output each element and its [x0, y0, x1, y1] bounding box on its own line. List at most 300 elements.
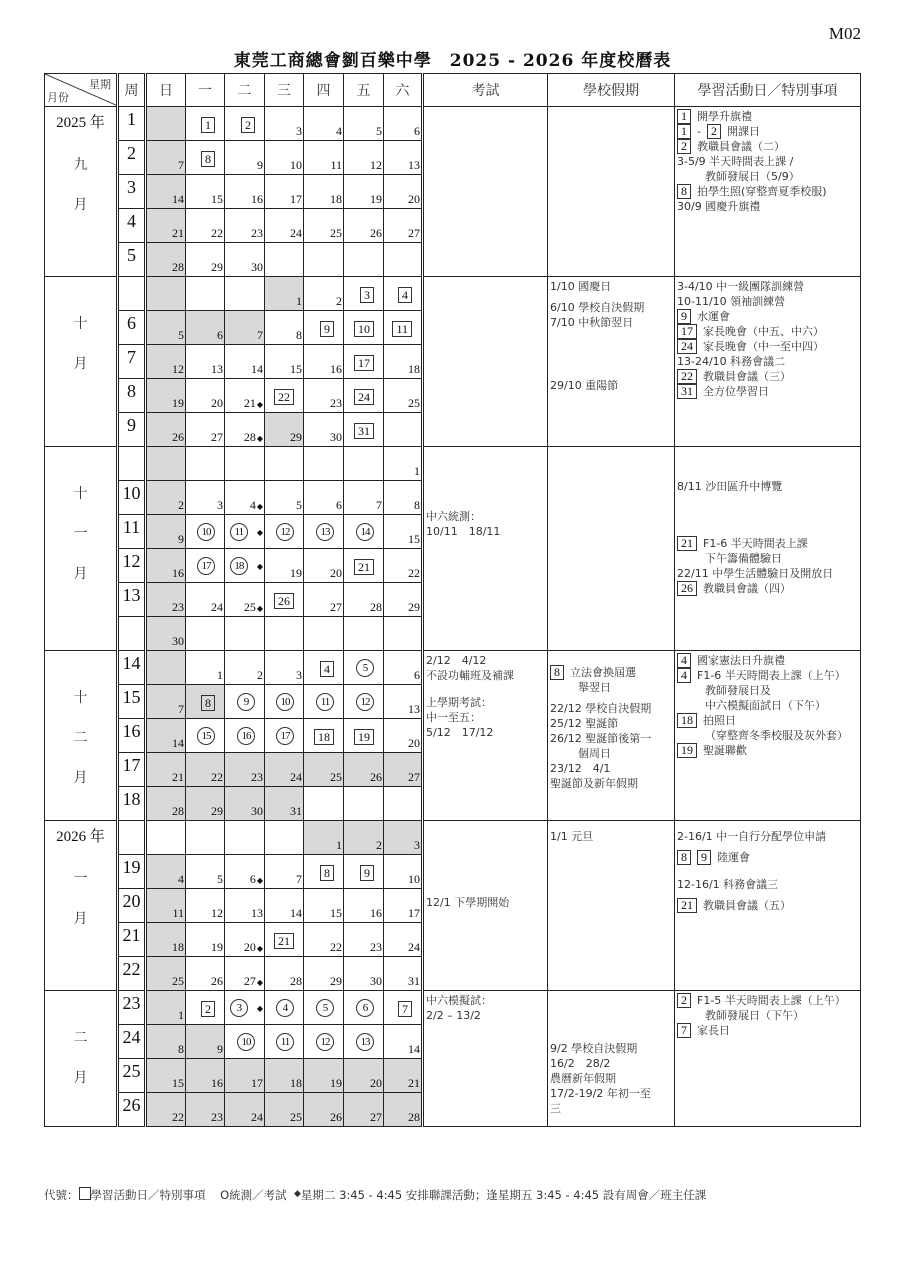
day-cell — [186, 447, 225, 481]
info-line — [677, 743, 858, 758]
month-char: 月 — [73, 911, 88, 927]
info-text: 教師發展日及 — [705, 684, 771, 697]
activity-day-box: 21 — [677, 898, 697, 913]
info-line — [677, 728, 858, 743]
day-cell — [344, 379, 384, 413]
month-label — [45, 991, 116, 1097]
activity-cell — [675, 447, 861, 651]
info-line — [677, 829, 858, 844]
month-label — [45, 277, 116, 383]
header-row — [45, 74, 861, 107]
day-cell — [225, 175, 265, 209]
box-icon — [79, 1187, 91, 1200]
day-cell — [384, 277, 423, 311]
day-cell — [225, 583, 265, 617]
school-calendar-table — [44, 73, 860, 1127]
day-cell — [225, 821, 265, 855]
day-number: 24 — [408, 940, 420, 954]
day-cell — [225, 1025, 265, 1059]
week-row — [45, 821, 861, 855]
info-line — [677, 354, 858, 369]
month-label — [45, 107, 116, 224]
day-number: 29 — [211, 260, 223, 274]
day-number: 10 — [408, 872, 420, 886]
activity-day-number: 9 — [360, 865, 374, 881]
day-header: 日 — [146, 74, 186, 107]
activity-day-box: 1 — [677, 124, 691, 139]
info-text: 聖誕節及新年假期 — [550, 777, 638, 790]
day-number: 19 — [330, 1076, 342, 1090]
info-line — [677, 279, 858, 294]
activity-day-number: 3 — [360, 287, 374, 303]
day-cell — [344, 481, 384, 515]
day-number: 26 — [370, 226, 382, 240]
day-cell — [265, 345, 304, 379]
day-number: 8 — [414, 498, 420, 512]
day-cell — [265, 175, 304, 209]
day-number: 9 — [178, 532, 184, 546]
activity-header: 學習活動日／特別事項 — [675, 74, 861, 107]
day-number: 3 — [296, 124, 302, 138]
day-cell — [225, 753, 265, 787]
day-number: 30 — [251, 804, 263, 818]
info-text: 8/11 沙田區升中博覽 — [677, 480, 783, 493]
info-text: 5/12 17/12 — [426, 726, 494, 739]
day-number: 28 — [370, 600, 382, 614]
exam-cell — [423, 821, 548, 991]
info-line — [677, 154, 858, 169]
day-cell — [146, 345, 186, 379]
day-cell — [146, 617, 186, 651]
day-number: 1 — [296, 294, 302, 308]
info-line — [677, 566, 858, 581]
exam-day-number: 4 — [276, 999, 294, 1017]
day-number: 9 — [257, 158, 263, 172]
day-cell — [384, 447, 423, 481]
corner-weekday-label: 星期 — [89, 78, 111, 91]
day-number: 18 — [330, 192, 342, 206]
info-line — [677, 898, 858, 913]
info-line — [677, 713, 858, 728]
activity-day-number: 8 — [201, 151, 215, 167]
info-text: 1/1 元旦 — [550, 830, 594, 843]
info-text: 26/12 聖誕節後第一 — [550, 732, 652, 745]
info-text: 10-11/10 領袖訓練營 — [677, 295, 786, 308]
info-text: 三 — [550, 1102, 561, 1115]
day-cell — [304, 583, 344, 617]
week-number: 19 — [118, 855, 146, 889]
day-number: 17 — [251, 1076, 263, 1090]
day-cell — [186, 515, 225, 549]
day-cell — [384, 787, 423, 821]
day-number: 23 — [330, 396, 342, 410]
day-cell — [304, 855, 344, 889]
diamond-icon: ◆ — [256, 1003, 263, 1013]
day-number: 16 — [211, 1076, 223, 1090]
day-cell — [265, 787, 304, 821]
day-number: 4 — [178, 872, 184, 886]
activity-day-box: 4 — [677, 668, 691, 683]
week-number: 3 — [118, 175, 146, 209]
day-cell — [344, 209, 384, 243]
info-line — [550, 279, 672, 294]
info-line — [677, 850, 858, 865]
info-line — [677, 479, 858, 494]
holiday-header: 學校假期 — [548, 74, 675, 107]
activity-day-box: 8 — [677, 184, 691, 199]
info-text: 拍學生照(穿整齊夏季校服) — [697, 185, 827, 198]
day-number: 17 — [408, 906, 420, 920]
day-number: 31 — [290, 804, 302, 818]
day-cell — [304, 413, 344, 447]
day-cell — [304, 1059, 344, 1093]
day-number: 15 — [211, 192, 223, 206]
day-header: 三 — [265, 74, 304, 107]
info-text: 陸運會 — [717, 851, 750, 864]
month-char: 月 — [73, 770, 88, 786]
day-cell — [186, 175, 225, 209]
day-cell — [344, 243, 384, 277]
info-line — [677, 536, 858, 551]
info-line — [550, 761, 672, 776]
diamond-icon: ◆ — [256, 875, 263, 885]
day-number: 27 — [370, 1110, 382, 1124]
day-number: 25 — [408, 396, 420, 410]
exam-day-number: 12 — [356, 693, 374, 711]
day-number: 29 — [211, 804, 223, 818]
day-cell — [225, 957, 265, 991]
activity-cell — [675, 991, 861, 1127]
holiday-cell — [548, 277, 675, 447]
week-header: 周 — [118, 74, 146, 107]
info-text: 3-4/10 中一級團隊訓練營 — [677, 280, 805, 293]
week-number: 6 — [118, 311, 146, 345]
day-cell — [146, 447, 186, 481]
day-number: 26 — [330, 1110, 342, 1124]
activity-day-number: 8 — [201, 695, 215, 711]
exam-cell — [423, 991, 548, 1127]
activity-day-box: 17 — [677, 324, 697, 339]
week-number: 17 — [118, 753, 146, 787]
day-cell — [304, 209, 344, 243]
info-line — [677, 294, 858, 309]
day-cell — [225, 719, 265, 753]
day-number: 2 — [336, 294, 342, 308]
info-line — [677, 1008, 858, 1023]
day-cell — [186, 209, 225, 243]
day-number: 13 — [408, 158, 420, 172]
holiday-cell — [548, 107, 675, 277]
diamond-icon: ◆ — [256, 943, 263, 953]
week-number: 14 — [118, 651, 146, 685]
info-line — [550, 746, 672, 761]
info-text: F1-6 半天時間表上課（上午） — [697, 669, 846, 682]
exam-day-number: 6 — [356, 999, 374, 1017]
day-number: 31 — [408, 974, 420, 988]
day-number: 30 — [330, 430, 342, 444]
info-line — [426, 993, 545, 1008]
info-line — [677, 369, 858, 384]
info-text: 17/2-19/2 年初一至 — [550, 1087, 651, 1100]
day-cell — [265, 821, 304, 855]
day-number: 22 — [172, 1110, 184, 1124]
exam-day-number: 13 — [316, 523, 334, 541]
day-number: 17 — [290, 192, 302, 206]
info-text: 教職員會議（四） — [703, 582, 791, 595]
day-number: 10 — [290, 158, 302, 172]
corner-month-label: 月份 — [47, 91, 69, 104]
day-cell — [344, 345, 384, 379]
info-text: 水運會 — [697, 310, 730, 323]
day-cell — [146, 1059, 186, 1093]
day-cell — [146, 379, 186, 413]
month-char: 二 — [73, 1030, 88, 1046]
exam-day-number: 9 — [237, 693, 255, 711]
month-label-cell — [45, 447, 118, 651]
legend-dot-label: 星期二 3:45 - 4:45 安排聯課活動；逢星期五 3:45 - 4:45 設有周會／班主任課 — [300, 1188, 707, 1202]
day-cell — [265, 617, 304, 651]
info-line — [677, 581, 858, 596]
day-cell — [186, 651, 225, 685]
day-cell — [384, 1059, 423, 1093]
info-line — [426, 509, 545, 524]
info-text: 中六模擬面試日（下午） — [705, 699, 826, 712]
day-number: 26 — [211, 974, 223, 988]
day-number: 7 — [178, 702, 184, 716]
day-number: 15 — [408, 532, 420, 546]
day-cell — [344, 889, 384, 923]
day-number: 15 — [290, 362, 302, 376]
activity-cell — [675, 277, 861, 447]
activity-day-number: 22 — [274, 389, 294, 405]
day-cell — [225, 141, 265, 175]
activity-day-number: 18 — [314, 729, 334, 745]
day-cell — [225, 447, 265, 481]
day-cell — [344, 175, 384, 209]
day-cell — [186, 1093, 225, 1127]
week-number: 22 — [118, 957, 146, 991]
day-cell — [186, 379, 225, 413]
day-cell — [304, 481, 344, 515]
info-text: 中六模擬試： — [426, 994, 492, 1007]
day-cell — [384, 923, 423, 957]
exam-day-number: 12 — [316, 1033, 334, 1051]
day-header: 四 — [304, 74, 344, 107]
day-number: 23 — [211, 1110, 223, 1124]
day-cell — [146, 549, 186, 583]
month-char: 月 — [73, 1070, 88, 1086]
day-cell — [146, 889, 186, 923]
activity-day-box: 22 — [677, 369, 697, 384]
day-cell — [384, 379, 423, 413]
activity-day-number: 17 — [354, 355, 374, 371]
day-cell — [384, 719, 423, 753]
exam-day-number: 14 — [356, 523, 374, 541]
day-number: 22 — [330, 940, 342, 954]
day-number: 9 — [217, 1042, 223, 1056]
day-cell — [304, 991, 344, 1025]
info-line — [677, 109, 858, 124]
day-cell — [146, 957, 186, 991]
day-number: 21 — [243, 396, 256, 410]
info-text: 9/2 學校自決假期 — [550, 1042, 638, 1055]
day-number: 13 — [251, 906, 263, 920]
exam-day-number: 17 — [197, 557, 215, 575]
day-number: 13 — [211, 362, 223, 376]
exam-day-number: 3 — [230, 999, 248, 1017]
day-cell — [265, 651, 304, 685]
day-number: 28 — [290, 974, 302, 988]
info-text: 2/2 – 13/2 — [426, 1009, 481, 1022]
day-cell — [344, 957, 384, 991]
day-cell — [186, 855, 225, 889]
day-number: 19 — [172, 396, 184, 410]
activity-day-box: 26 — [677, 581, 697, 596]
info-text: 聖誕聯歡 — [703, 744, 747, 757]
activity-day-box: 9 — [697, 850, 711, 865]
legend-box-label: 學習活動日／特別事項 — [90, 1188, 206, 1202]
day-number: 3 — [414, 838, 420, 852]
day-cell — [265, 583, 304, 617]
info-line — [426, 695, 545, 710]
activity-day-box: 4 — [677, 653, 691, 668]
day-cell — [186, 277, 225, 311]
day-number: 14 — [290, 906, 302, 920]
day-number: 14 — [172, 192, 184, 206]
day-number: 18 — [290, 1076, 302, 1090]
day-cell — [225, 107, 265, 141]
day-number: 24 — [290, 226, 302, 240]
day-cell — [304, 243, 344, 277]
day-number: 5 — [296, 498, 302, 512]
diamond-icon: ◆ — [256, 399, 263, 409]
day-cell — [344, 651, 384, 685]
day-number: 25 — [172, 974, 184, 988]
day-cell — [344, 515, 384, 549]
info-text: 上學期考試： — [426, 696, 492, 709]
info-text: 22/11 中學生活體驗日及開放日 — [677, 567, 834, 580]
month-label-cell — [45, 821, 118, 991]
month-label — [45, 651, 116, 797]
day-number: 13 — [408, 702, 420, 716]
day-cell — [265, 957, 304, 991]
exam-day-number: 11 — [230, 523, 248, 541]
activity-day-number: 9 — [320, 321, 334, 337]
day-cell — [265, 923, 304, 957]
diamond-icon: ◆ — [256, 433, 263, 443]
activity-day-box: 21 — [677, 536, 697, 551]
info-text: 拍照日 — [703, 714, 736, 727]
activity-day-number: 10 — [354, 321, 374, 337]
day-cell — [344, 413, 384, 447]
info-text: 中六統測： — [426, 510, 481, 523]
day-cell — [344, 923, 384, 957]
day-number: 23 — [251, 770, 263, 784]
info-line — [677, 668, 858, 683]
day-cell — [225, 651, 265, 685]
exam-day-number: 15 — [197, 727, 215, 745]
day-cell — [186, 345, 225, 379]
day-number: 27 — [408, 226, 420, 240]
day-cell — [225, 515, 265, 549]
day-number: 15 — [330, 906, 342, 920]
info-text: 16/2 28/2 — [550, 1057, 611, 1070]
info-text: 1/10 國慶日 — [550, 280, 612, 293]
day-number: 5 — [376, 124, 382, 138]
activity-day-number: 4 — [320, 661, 334, 677]
day-cell — [304, 651, 344, 685]
activity-day-box: 2 — [677, 139, 691, 154]
activity-day-number: 21 — [274, 933, 294, 949]
week-number: 8 — [118, 379, 146, 413]
legend — [44, 1187, 706, 1203]
day-cell — [265, 991, 304, 1025]
day-number: 18 — [172, 940, 184, 954]
calendar-body — [45, 107, 861, 1127]
info-line — [677, 653, 858, 668]
week-number: 5 — [118, 243, 146, 277]
day-cell — [146, 753, 186, 787]
info-text: 國家憲法日升旗禮 — [697, 654, 785, 667]
activity-day-box: 24 — [677, 339, 697, 354]
day-number: 19 — [290, 566, 302, 580]
day-cell — [265, 481, 304, 515]
day-cell — [146, 583, 186, 617]
day-cell — [304, 549, 344, 583]
day-cell — [225, 243, 265, 277]
day-cell — [304, 719, 344, 753]
info-line — [550, 315, 672, 330]
day-number: 2 — [376, 838, 382, 852]
week-number: 2 — [118, 141, 146, 175]
corner-header — [45, 74, 118, 107]
document-code: M02 — [828, 24, 861, 43]
legend-prefix: 代號： — [44, 1188, 79, 1202]
week-number — [118, 447, 146, 481]
day-cell — [384, 141, 423, 175]
info-line — [677, 339, 858, 354]
info-line — [550, 665, 672, 680]
info-line — [677, 993, 858, 1008]
day-cell — [344, 1059, 384, 1093]
info-line — [550, 776, 672, 791]
day-cell — [146, 923, 186, 957]
exam-day-number: 10 — [197, 523, 215, 541]
holiday-cell — [548, 821, 675, 991]
day-cell — [304, 889, 344, 923]
day-cell — [225, 481, 265, 515]
month-char: 月 — [73, 356, 88, 372]
day-number: 6 — [414, 124, 420, 138]
day-cell — [265, 413, 304, 447]
day-number: 25 — [330, 226, 342, 240]
day-cell — [344, 753, 384, 787]
week-row — [45, 991, 861, 1025]
info-text: 個周日 — [578, 747, 611, 760]
week-number: 23 — [118, 991, 146, 1025]
info-text: 教師發展日（下午） — [705, 1009, 804, 1022]
info-text: 6/10 學校自決假期 — [550, 301, 645, 314]
day-number: 28 — [172, 804, 184, 818]
day-cell — [344, 991, 384, 1025]
activity-day-box: 1 — [677, 109, 691, 124]
day-number: 11 — [172, 906, 184, 920]
holiday-cell — [548, 991, 675, 1127]
day-number: 27 — [330, 600, 342, 614]
day-cell — [265, 549, 304, 583]
day-cell — [146, 107, 186, 141]
info-text: 22/12 學校自決假期 — [550, 702, 652, 715]
